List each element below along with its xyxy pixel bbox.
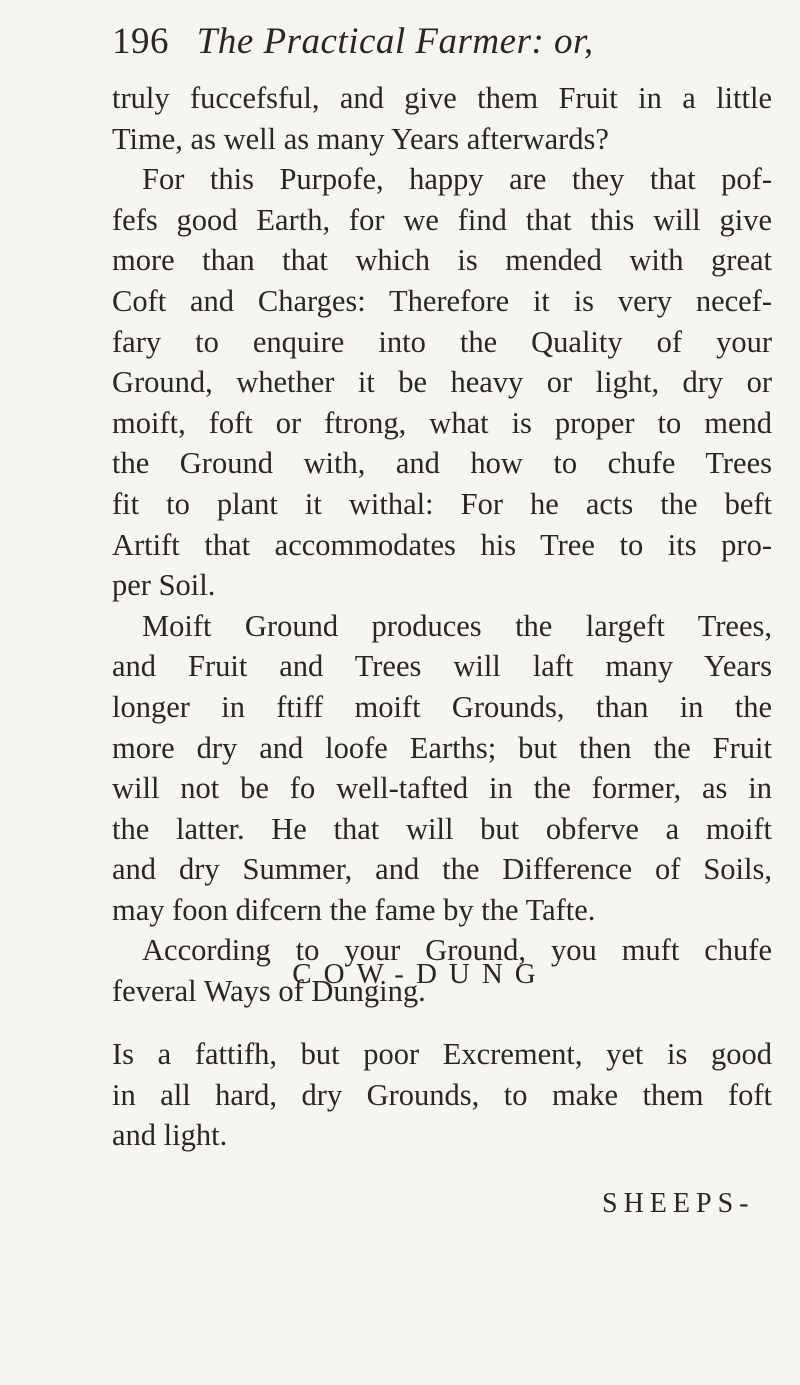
text-line: more than that which is mended with great — [112, 243, 772, 278]
text-line: For this Purpofe, happy are they that pof- — [142, 162, 772, 197]
text-line: more dry and loofe Earths; but then the Fruit — [112, 730, 772, 765]
running-header — [112, 20, 594, 63]
text-line: fit to plant it withal: For he acts the beft — [112, 486, 772, 521]
catchword: SHEEPS- — [602, 1188, 755, 1219]
text-line: Ground, whether it be heavy or light, dry or — [112, 365, 772, 400]
text-line: fary to enquire into the Quality of your — [112, 324, 772, 359]
text-line: Moift Ground produces the largeft Trees, — [142, 608, 772, 643]
text-line: and dry Summer, and the Difference of Soils, — [112, 852, 772, 887]
text-line: the latter. He that will but obferve a moift — [112, 811, 772, 846]
text-line: and Fruit and Trees will laft many Years — [112, 649, 772, 684]
text-line: Is a fattifh, but poor Excrement, yet is good — [112, 1037, 772, 1071]
text-line: fefs good Earth, for we find that this will give — [112, 202, 772, 237]
text-line: truly fuccefsful, and give them Fruit in a little — [112, 81, 772, 115]
text-line: Coft and Charges: Therefore it is very necef- — [112, 283, 772, 318]
text-line: will not be fo well-tafted in the former, as in — [112, 771, 772, 806]
text-line: the Ground with, and how to chufe Trees — [112, 446, 772, 481]
text-line: longer in ftiff moift Grounds, than in the — [112, 689, 772, 724]
running-title: The Practical Farmer: or, — [196, 21, 594, 62]
body-text — [112, 78, 772, 1012]
page-number: 196 — [112, 21, 169, 62]
text-line: per Soil. — [112, 568, 216, 603]
text-line: Time, as well as many Years afterwards? — [112, 121, 609, 156]
text-line: Artift that accommodates his Tree to its pro- — [112, 527, 772, 562]
text-line: moift, foft or ftrong, what is proper to mend — [112, 405, 772, 440]
text-line: and light. — [112, 1118, 228, 1153]
text-line: in all hard, dry Grounds, to make them foft — [112, 1077, 772, 1112]
text-line: may foon difcern the fame by the Tafte. — [112, 892, 596, 927]
text-line: According to your Ground, you muft chufe — [142, 933, 772, 968]
section-text — [112, 1034, 772, 1156]
section-heading: COW-DUNG — [292, 958, 548, 990]
text-line: feveral Ways of Dunging. — [112, 974, 426, 1009]
